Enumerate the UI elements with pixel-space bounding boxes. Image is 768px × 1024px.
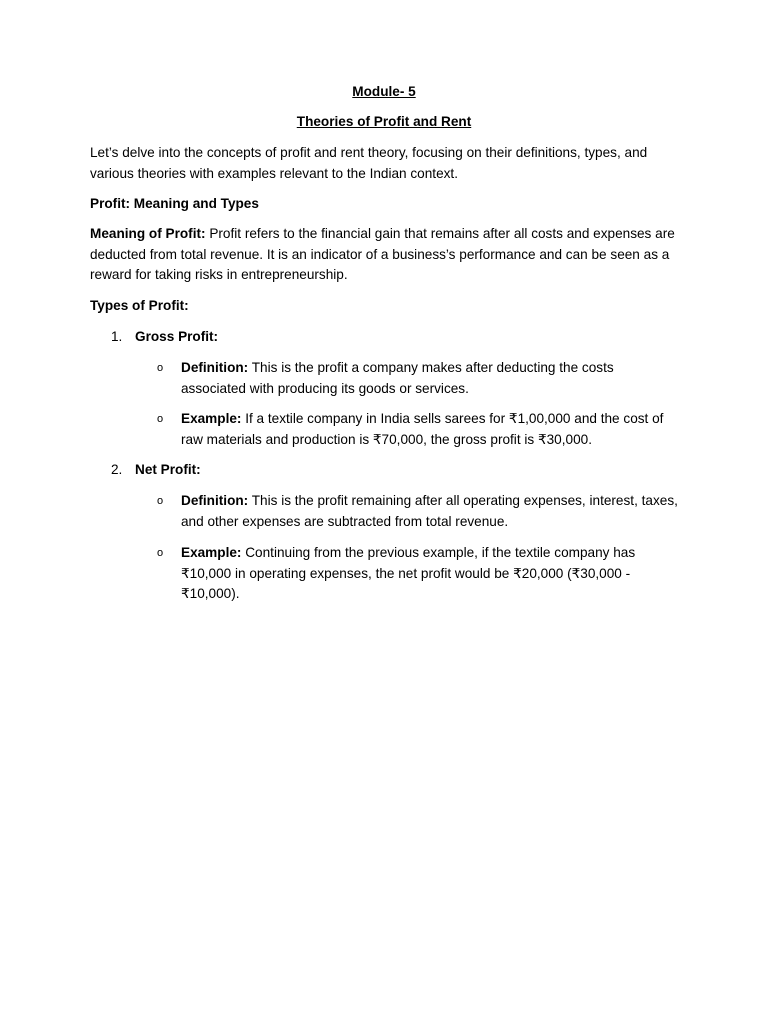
bullet-label: Example: (181, 411, 242, 426)
bullet-label: Definition: (181, 493, 249, 508)
bullet-marker: o (157, 547, 164, 559)
bullet-text: This is the profit a company makes after deducting the costs associated with producing its goods or services. (181, 360, 614, 396)
bullet-marker: o (157, 362, 164, 374)
meaning-label: Meaning of Profit: (90, 226, 206, 241)
bullet-item (181, 358, 681, 399)
meaning-paragraph (90, 224, 680, 286)
bullet-label: Example: (181, 545, 242, 560)
bullet-marker: o (157, 413, 164, 425)
page-title: Module- 5 (352, 84, 416, 99)
section-heading: Profit: Meaning and Types (90, 196, 259, 211)
list-number: 1. (111, 329, 123, 344)
bullet-label: Definition: (181, 360, 249, 375)
bullet-item (181, 491, 681, 532)
bullet-text: Continuing from the previous example, if the textile company has ₹10,000 in operating expenses, the net profit would be ₹20,000 (₹30,000 - ₹10,000). (181, 545, 636, 601)
types-heading: Types of Profit: (90, 298, 189, 313)
bullet-item (181, 409, 681, 450)
list-number: 2. (111, 462, 123, 477)
list-item-title: Gross Profit: (135, 329, 219, 344)
bullet-marker: o (157, 495, 164, 507)
bullet-text: If a textile company in India sells sarees for ₹1,00,000 and the cost of raw materials and production is ₹70,000, the gross profit is ₹30,000. (181, 411, 664, 447)
page-subtitle: Theories of Profit and Rent (296, 114, 472, 129)
meaning-text: Profit refers to the financial gain that remains after all costs and expenses are deducted from total revenue. It is an indicator of a business’s performance and can be seen as a reward for taking risks in entrepreneurship. (90, 226, 675, 282)
bullet-item (181, 543, 681, 605)
bullet-text: This is the profit remaining after all operating expenses, interest, taxes, and other expenses are subtracted from total revenue. (181, 493, 678, 529)
list-item-title: Net Profit: (135, 462, 201, 477)
intro-paragraph: Let’s delve into the concepts of profit and rent theory, focusing on their definitions, types, and various theories with examples relevant to the Indian context. (90, 145, 648, 181)
